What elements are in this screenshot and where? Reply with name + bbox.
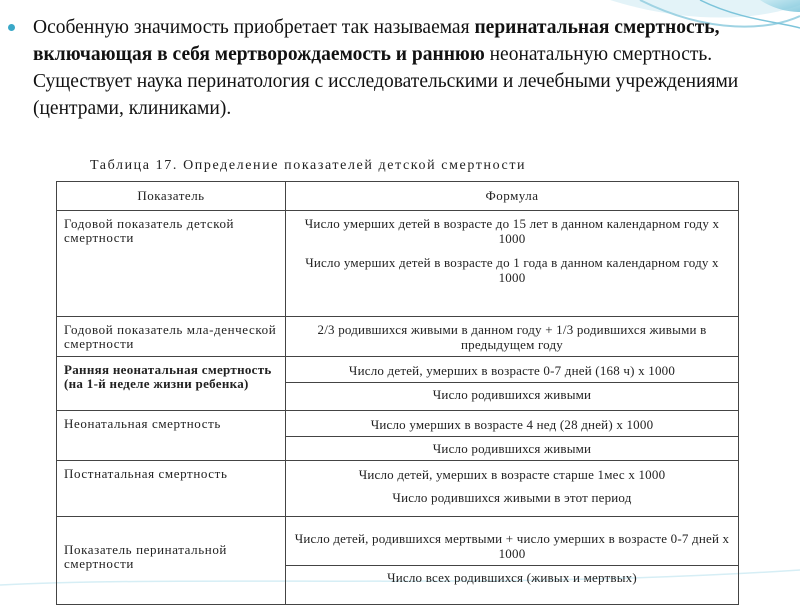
table-caption: Таблица 17. Определение показателей детской смертности	[90, 158, 527, 173]
formula-denominator: Число родившихся живыми	[432, 441, 592, 456]
row-name: Ранняя неонатальная смертность (на 1-й неделе жизни ребенка)	[64, 362, 272, 391]
formula-numerator: Число детей, умерших в возрасте старше 1мес х 1000	[358, 467, 666, 482]
formula-numerator: Число детей, родившихся мертвыми + число умерших в возрасте 0-7 дней х 1000	[286, 517, 738, 566]
formula-numerator: Число детей, умерших в возрасте 0-7 дней (168 ч) х 1000	[286, 357, 738, 383]
bullet-text-bold: перинатальная смертность, включающая в себя мертворождаемость и раннюю	[33, 17, 720, 65]
indicators-table	[56, 181, 739, 605]
formula-denominator: Число родившихся живыми	[432, 387, 592, 402]
header-formula: Формула	[286, 182, 739, 211]
row-name: Показатель перинатальной смертности	[64, 542, 227, 571]
formula-numerator: Число умерших в возрасте 4 нед (28 дней) х 1000	[286, 411, 738, 437]
table-row	[57, 317, 739, 357]
formula-denominator: Число родившихся живыми в этот период	[392, 490, 632, 505]
row-name: Годовой показатель детской смертности	[64, 216, 235, 245]
row-name: Годовой показатель мла-денческой смертности	[64, 322, 277, 351]
formula-denominator: Число всех родившихся (живых и мертвых)	[387, 570, 637, 585]
bullet-dot-icon	[8, 24, 15, 31]
table-row	[57, 357, 739, 411]
bullet-text-part1: Особенную значимость приобретает так называемая	[33, 17, 475, 38]
row-name: Постнатальная смертность	[64, 466, 228, 481]
formula-text: 2/3 родившихся живыми в данном году + 1/3 родившихся живыми в предыдущем году	[317, 322, 707, 352]
bullet-text-part2: неонатальную смертность. Существует наука перинатология с исследовательскими и лечебными учреждениями (центрами, клиниками).	[33, 44, 739, 119]
row-name: Неонатальная смертность	[64, 416, 221, 431]
indicators-table-wrapper	[56, 181, 739, 605]
table-row	[57, 461, 739, 517]
table-row	[57, 211, 739, 317]
formula-text: Число умерших детей в возрасте до 1 года в данном календарном году х 1000	[305, 255, 719, 285]
table-row	[57, 517, 739, 605]
table-header-row	[57, 182, 739, 211]
table-row	[57, 411, 739, 461]
formula-text: Число умерших детей в возрасте до 15 лет в данном календарном году х 1000	[304, 216, 720, 246]
header-indicator: Показатель	[57, 182, 286, 211]
bullet-paragraph	[8, 14, 788, 122]
